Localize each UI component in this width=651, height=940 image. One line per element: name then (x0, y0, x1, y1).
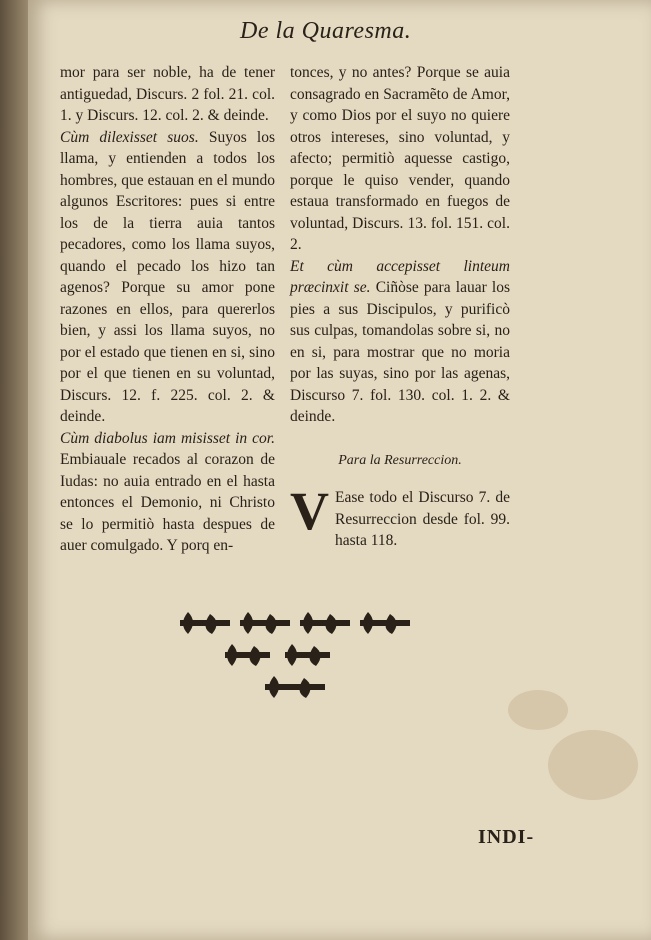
paragraph-text: Ease todo el Discurso 7. de Resurreccion desde fol. 99. hasta 118. (335, 489, 510, 549)
latin-quote: Et cùm accepisset linteum præcinxit se. (290, 257, 510, 296)
paragraph-text: Ciñòse para lauar los pies a sus Discipulos, y purificò sus culpas, tomandolas sobre si, no en si, para mostrar que no moria por las suyas, sino por las agenas, Discurso 7. fol. 130. col. 1. 2. & deinde. (290, 279, 510, 425)
left-column (60, 62, 275, 557)
paragraph-text: Embiauale recados al corazon de Iudas: no auia entrado en el hasta entonces el Demonio, ni Christo se lo permitiò hasta despues de auer comulgado. Y porq en- (60, 451, 275, 554)
right-column (290, 62, 510, 552)
section-title: Para la Resurreccion. (338, 452, 462, 468)
ornament-row-bottom (265, 676, 325, 698)
paragraph (60, 428, 275, 557)
paper-stain (508, 690, 568, 730)
catchword: INDI- (478, 826, 535, 848)
paper-stain (548, 730, 638, 800)
latin-quote: Cùm dilexisset suos. (60, 128, 199, 146)
paragraph (290, 481, 510, 552)
ornament-row-middle (225, 644, 330, 666)
drop-cap: V (290, 481, 329, 541)
paragraph: mor para ser noble, ha de tener antiguedad, Discurs. 2 fol. 21. col. 1. y Discurs. 12. col. 2. & deinde. (60, 64, 275, 124)
latin-quote: Cùm diabolus iam misisset in cor. (60, 429, 275, 447)
paragraph-text: Suyos los llama, y entienden a todos los hombres, que estauan en el mundo algunos Escritores: pues si entre los de la tierra auia tantos pecadores, como los llama suyos, quando el pecado los hizo tan agenos? Porque su amor pone razones en ellos, para quererlos bien, y assi los llama suyos, no por el estado que tienen en si, sino por el que tienen en su voluntad, Discurs. 12. f. 225. col. 2. & deinde. (60, 128, 275, 425)
paragraph: tonces, y no antes? Porque se auia consagrado en Sacramẽto de Amor, y como Dios por el suyo no quiere otros intereses, sino voluntad, y afecto; permitiò aquesse castigo, porque le quiso vender, quando estaua transformado en fuegos de voluntad, Discurs. 13. fol. 151. col. 2. (290, 64, 510, 253)
paragraph (60, 127, 275, 428)
page-header: De la Quaresma. (240, 18, 412, 44)
ornament-row-top (180, 612, 410, 634)
printers-ornament (170, 612, 420, 712)
paragraph (290, 256, 510, 428)
book-binding-gutter (0, 0, 28, 940)
